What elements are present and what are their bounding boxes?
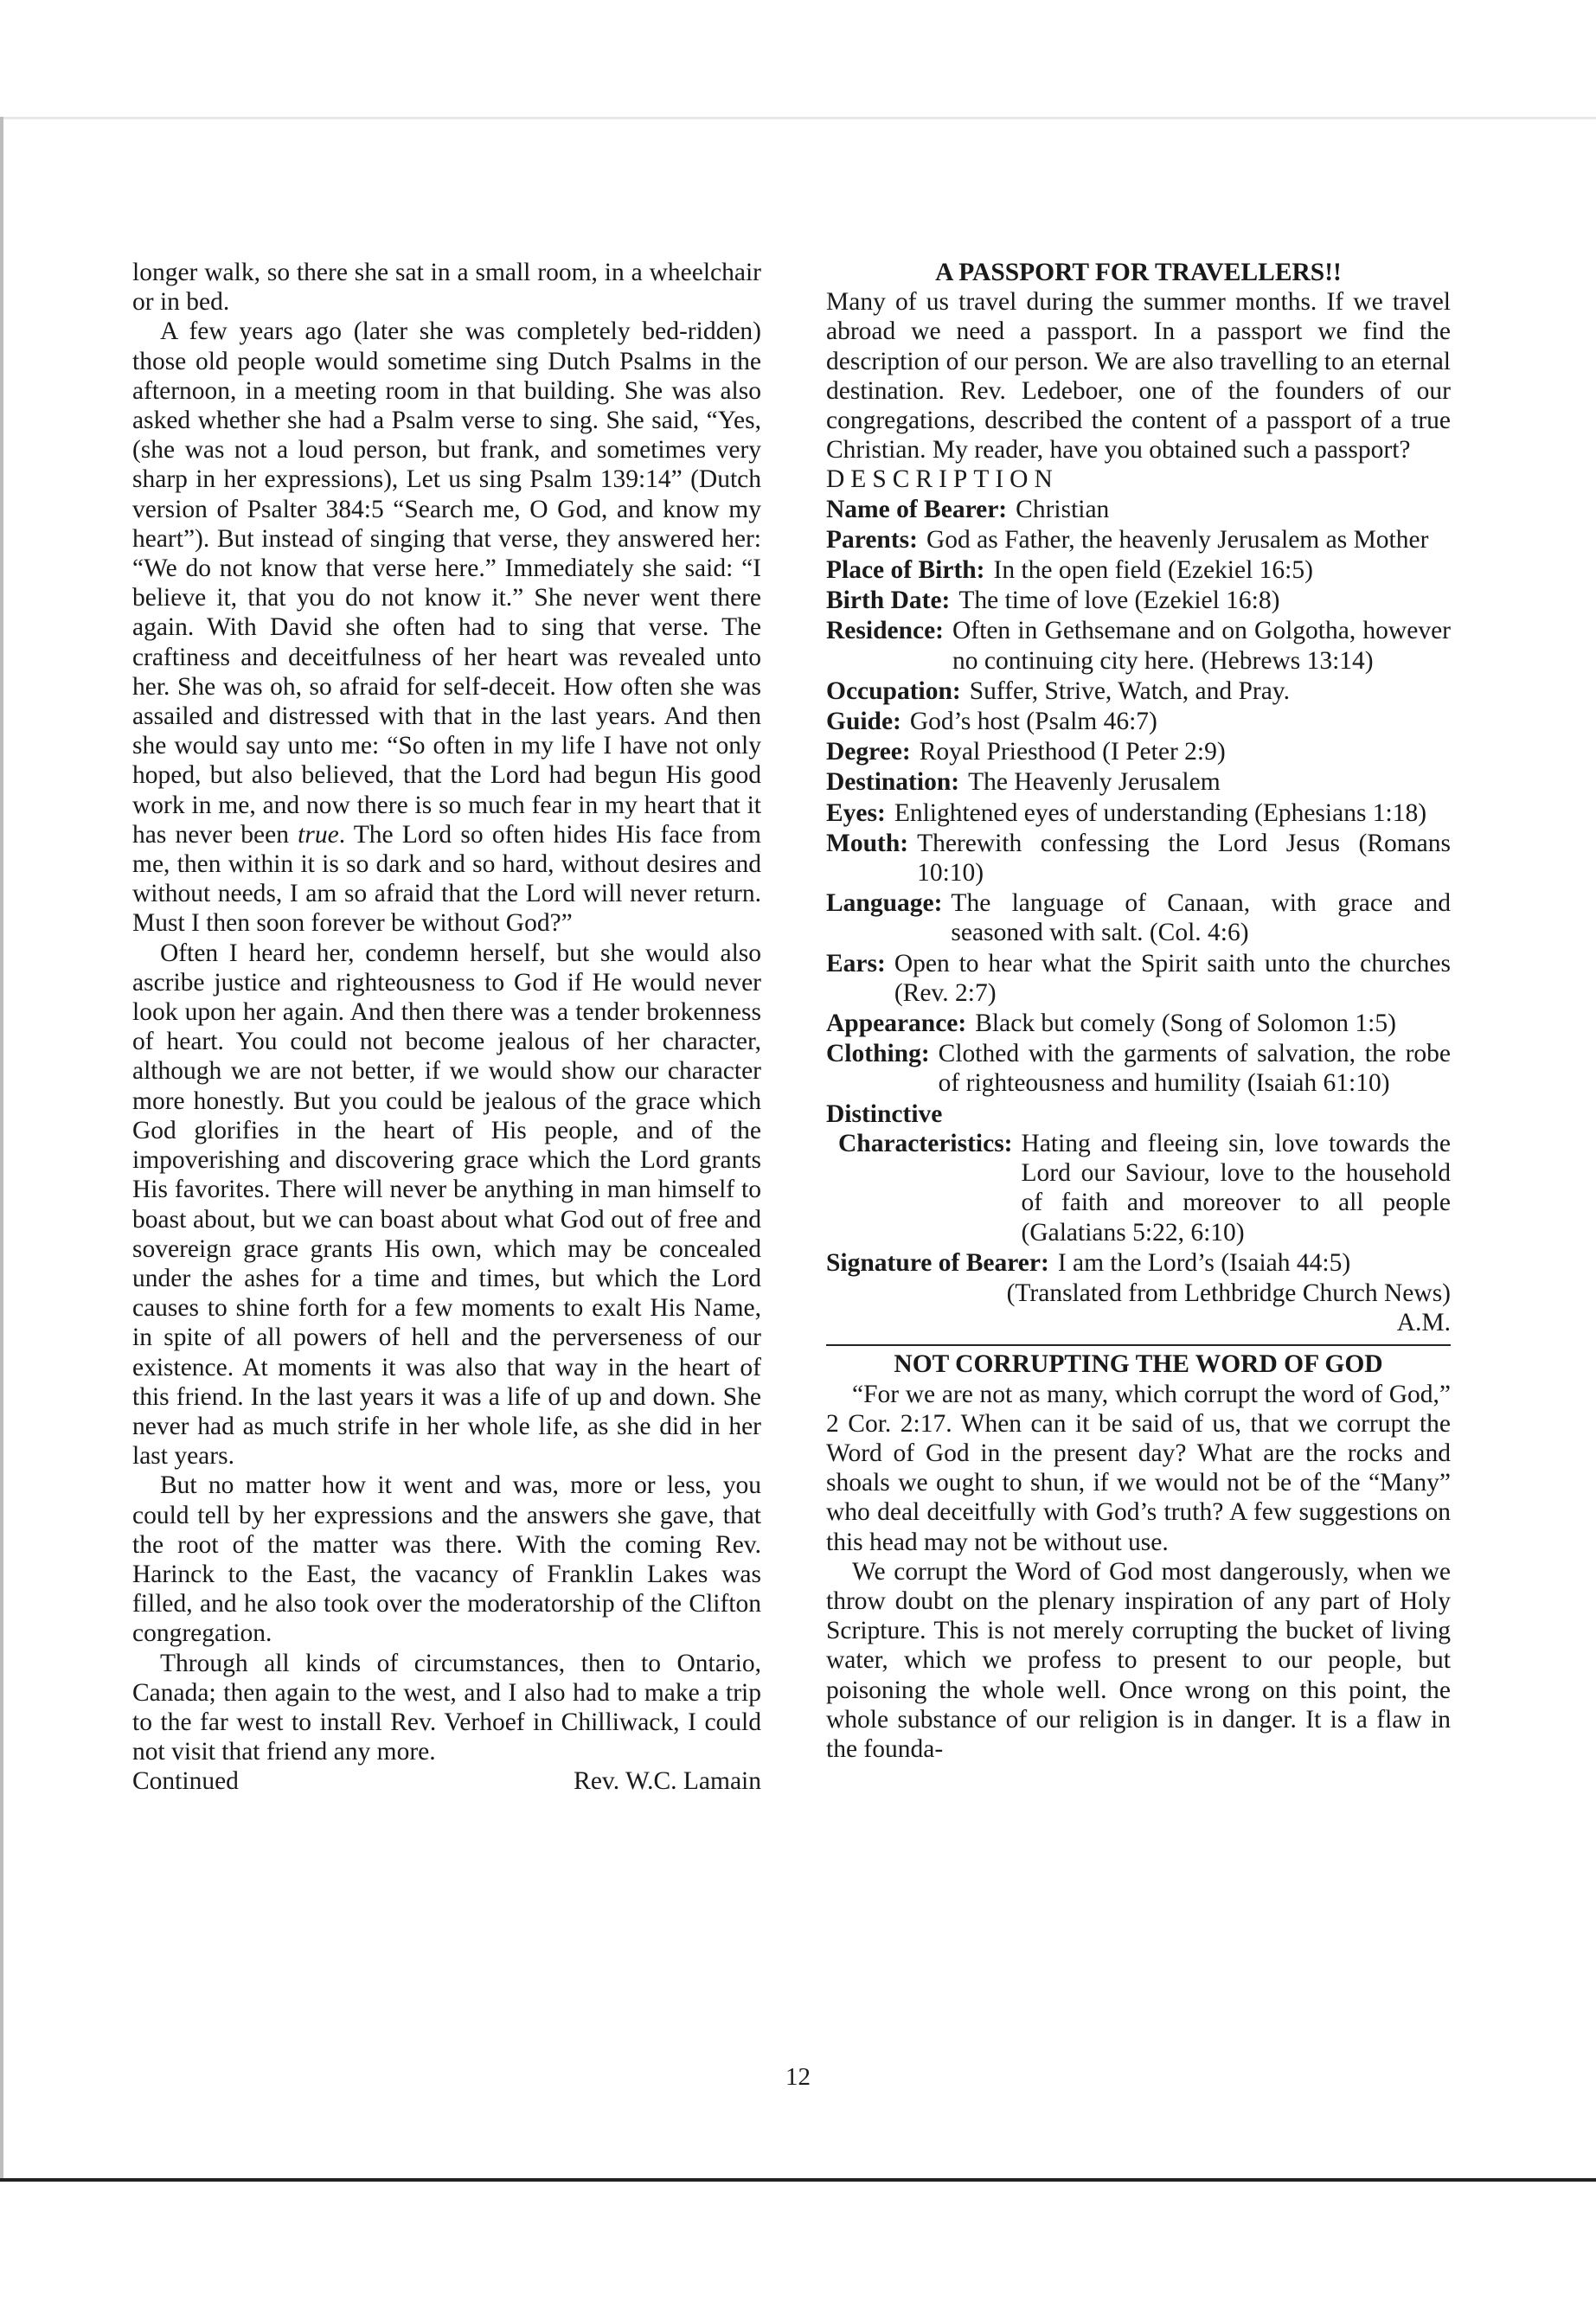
entry-value: Open to hear what the Spirit saith unto the churches (Rev. 2:7) — [894, 949, 1451, 1007]
entry-label: Birth Date: — [826, 586, 951, 615]
left-paragraph-4: But no matter how it went and was, more or less, you could tell by her expressions and the answers she gave, that the root of the matter was there. With the coming Rev. Harinck to the East, the vacancy of Franklin Lakes was filled, and he also took over the moderatorship of the Clifton congregation. — [132, 1471, 761, 1648]
entry-parents — [826, 525, 1451, 554]
entry-value: The language of Canaan, with grace and seasoned with salt. (Col. 4:6) — [951, 889, 1451, 947]
distinctive-label: Distinctive — [826, 1099, 943, 1128]
entry-eyes — [826, 798, 1451, 828]
entry-name-of-bearer — [826, 495, 1451, 524]
word-paragraph-2: We corrupt the Word of God most dangerously, when we throw doubt on the plenary inspiration of any part of Holy Scripture. This is not merely corrupting the bucket of living water, which we profess to present to our people, but poisoning the whole well. Once wrong on this point, the whole substance of our religion is in danger. It is a flaw in the founda- — [826, 1557, 1451, 1763]
left-paragraph-2-text: A few years ago (later she was completely bed-ridden) those old people would sometime sing Dutch Psalms in the afternoon, in a meeting room in that building. She was also asked whether she had a Psalm verse to sing. She said, “Yes, (she was not a loud person, but frank, and sometimes very sharp in her expressions), Let us sing Psalm 139:14” (Dutch version of Psalter 384:5 “Search me, O God, and know my heart”). But instead of singing that verse, they answered her: “We do not know that verse here.” Immediately she said: “I believe it, that you do not know it.” She never went there again. With David she often had to sing that verse. The craftiness and deceitfulness of her heart was revealed unto her. She was oh, so afraid for self-deceit. How often she was assailed and distressed with that in the last years. And then she would say unto me: “So often in my life I have not only hoped, but also believed, that the Lord had begun His good work in me, and now there is so much fear in my heart that it has never been — [132, 317, 761, 849]
entry-value: Black but comely (Song of Solomon 1:5) — [975, 1009, 1396, 1038]
entry-occupation — [826, 676, 1451, 706]
entry-destination — [826, 767, 1451, 797]
entry-label: Signature of Bearer: — [826, 1248, 1049, 1277]
entry-appearance — [826, 1009, 1451, 1038]
word-paragraph-1: “For we are not as many, which corrupt the word of God,” 2 Cor. 2:17. When can it be said of us, that we corrupt the Word of God in the present day? What are the rocks and shoals we ought to shun, if we would not be of the “Many” who deal deceitfully with God’s truth? A few suggestions on this head may not be without use. — [826, 1380, 1451, 1556]
entry-signature — [826, 1248, 1451, 1278]
entry-label: Destination: — [826, 768, 960, 797]
entry-ears — [826, 949, 1451, 1008]
entry-mouth — [826, 829, 1451, 888]
entry-place-of-birth — [826, 555, 1451, 585]
passport-entries — [826, 495, 1451, 1278]
entry-label: Parents: — [826, 525, 918, 554]
entry-value: Enlightened eyes of understanding (Ephesians 1:18) — [894, 798, 1427, 827]
entry-label: Occupation: — [826, 676, 961, 705]
entry-value: Hating and fleeing sin, love towards the Lord our Saviour, love to the household of faith and moreover to all people (Galatians 5:22, 6:10) — [1021, 1129, 1451, 1247]
entry-value: Suffer, Strive, Watch, and Pray. — [969, 676, 1291, 705]
entry-label: Guide: — [826, 708, 901, 736]
continued-label: Continued — [132, 1767, 239, 1796]
entry-label: Clothing: — [826, 1040, 930, 1068]
entry-label: Mouth: — [826, 829, 909, 857]
right-column — [826, 258, 1451, 1764]
entry-value: The Heavenly Jerusalem — [968, 768, 1221, 797]
entry-label: Residence: — [826, 617, 944, 645]
entry-degree — [826, 737, 1451, 766]
left-signoff — [132, 1766, 761, 1796]
entry-value: In the open field (Ezekiel 16:5) — [993, 556, 1313, 585]
entry-value: Often in Gethsemane and on Golgotha, however no continuing city here. (Hebrews 13:14) — [952, 617, 1451, 675]
entry-label: Name of Bearer: — [826, 495, 1008, 523]
entry-label: Eyes: — [826, 798, 886, 827]
entry-value: Christian — [1016, 495, 1110, 523]
entry-value: Royal Priesthood (I Peter 2:9) — [919, 738, 1226, 766]
left-paragraph-5: Through all kinds of circumstances, then to Ontario, Canada; then again to the west, and I also had to make a trip to the far west to install Rev. Verhoef in Chilliwack, I could not visit that friend any more. — [132, 1649, 761, 1766]
entry-guide — [826, 707, 1451, 736]
entry-label: Characteristics: — [838, 1129, 1013, 1157]
word-article-title: NOT CORRUPTING THE WORD OF GOD — [894, 1350, 1383, 1379]
entry-language — [826, 888, 1451, 947]
author-name: Rev. W.C. Lamain — [574, 1767, 761, 1796]
entry-label: Language: — [826, 889, 943, 918]
entry-value: The time of love (Ezekiel 16:8) — [958, 586, 1280, 615]
entry-label: Degree: — [826, 738, 911, 766]
entry-value: Therewith confessing the Lord Jesus (Romans 10:10) — [917, 829, 1451, 888]
entry-residence — [826, 616, 1451, 675]
left-paragraph-3: Often I heard her, condemn herself, but she would also ascribe justice and righteousness to God if He would never look upon her again. And then there was a tender brokenness of heart. You could not become jealous of her character, although we are not better, if we would show our character more honestly. But you could be jealous of the grace which God glorifies in the heart of His people, and of the impoverishing and discovering grace which the Lord grants His favorites. There will never be anything in man himself to boast about, but we can boast about what God out of free and sovereign grace grants His own, which may be concealed under the ashes for a time and times, but which the Lord causes to shine forth for a few moments to exalt His Name, in spite of all powers of hell and the perverseness of our existence. At moments it was also that way in the heart of this friend. In the last years it was a life of up and down. She never had as much strife in her whole life, as she did in her last years. — [132, 939, 761, 1471]
entry-value: God as Father, the heavenly Jerusalem as Mother — [926, 525, 1429, 554]
page-number: 12 — [785, 2063, 811, 2091]
left-paragraph-2 — [132, 317, 761, 938]
entry-birth-date — [826, 586, 1451, 615]
passport-intro: Many of us travel during the summer months. If we travel abroad we need a passport. In a passport we find the description of our person. We are also travelling to an eternal destination. Rev. Ledeboer, one of the founders of our congregations, described the content of a passport of a true Christian. My reader, have you obtained such a passport? — [826, 288, 1451, 465]
left-column — [132, 258, 761, 1797]
entry-value: Clothed with the garments of salvation, the robe of righteousness and humility (Isaiah 61:10) — [938, 1040, 1451, 1098]
left-paragraph-1: longer walk, so there she sat in a small room, in a wheelchair or in bed. — [132, 259, 761, 317]
entry-characteristics — [826, 1129, 1451, 1247]
passport-title: A PASSPORT FOR TRAVELLERS!! — [935, 259, 1342, 286]
entry-label: Place of Birth: — [826, 556, 985, 585]
page-bottom-edge — [0, 2178, 1596, 2182]
entry-value: God’s host (Psalm 46:7) — [909, 708, 1157, 736]
passport-source: (Translated from Lethbridge Church News) — [1006, 1279, 1451, 1307]
description-heading: DESCRIPTION — [826, 465, 1059, 494]
entry-value: I am the Lord’s (Isaiah 44:5) — [1057, 1248, 1351, 1277]
page-top-edge — [0, 117, 1596, 119]
left-paragraph-2-tail: . The Lord so often hides His face from me, then within it is so dark and so hard, without desires and without needs, I am so afraid that the Lord will never return. Must I then soon forever be without God?” — [132, 820, 761, 938]
entry-clothing — [826, 1039, 1451, 1098]
page-left-edge — [0, 117, 3, 2180]
passport-initials: A.M. — [1396, 1309, 1451, 1337]
entry-label: Appearance: — [826, 1009, 967, 1038]
article-divider — [826, 1344, 1451, 1346]
entry-label: Ears: — [826, 949, 886, 977]
emphasis-true: true — [298, 820, 339, 849]
